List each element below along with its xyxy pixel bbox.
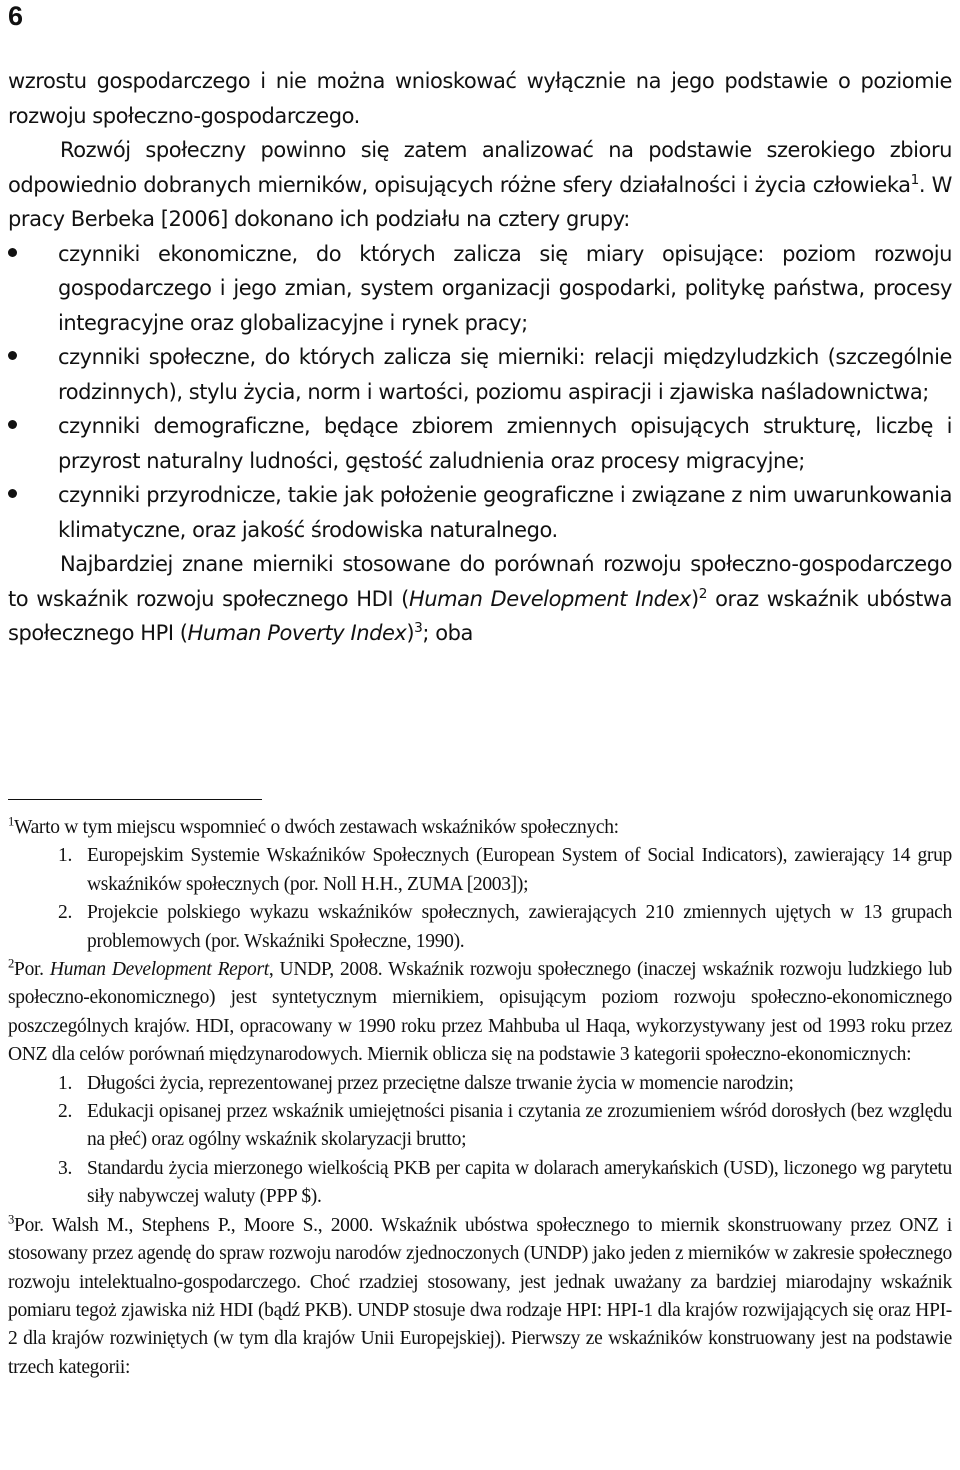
main-text (8, 64, 952, 651)
list-number: 1. (58, 845, 73, 867)
footnote-2-mark: 2 (8, 956, 15, 971)
list-item (8, 1155, 952, 1212)
list-number: 1. (58, 1072, 73, 1094)
bullet-icon (8, 420, 17, 429)
hdi-term: Human Development Index (408, 586, 692, 611)
footnote-ref-1: 1 (910, 171, 919, 188)
footnote-2 (8, 956, 952, 1070)
list-number: 2. (58, 902, 73, 924)
report-title: Human Development Report (49, 959, 269, 981)
bullet-icon (8, 248, 17, 257)
bullet-icon (8, 351, 17, 360)
list-item-text: czynniki społeczne, do których zalicza się mierniki: relacji międzyludzkich (szczególnie rodzinnych), stylu życia, norm i wartości, poziomu aspiracji i zjawiska naśladownictwa; (58, 345, 952, 404)
factor-list (8, 237, 952, 548)
paragraph-3-text-b: ) (691, 586, 699, 611)
list-item-text: czynniki przyrodnicze, takie jak położenie geograficzne i związane z nim uwarunkowania klimatyczne, oraz jakość środowiska naturalnego. (58, 483, 952, 542)
paragraph-3 (8, 547, 952, 651)
list-number: 3. (58, 1157, 73, 1179)
footnote-ref-3: 3 (414, 620, 423, 636)
footnote-2-list (8, 1070, 952, 1212)
list-number: 2. (58, 1101, 73, 1123)
page-number: 6 (8, 1, 24, 31)
list-item (8, 478, 952, 547)
footnote-3-mark: 3 (8, 1212, 15, 1227)
footnotes (8, 814, 952, 1382)
footnote-1-mark: 1 (8, 814, 15, 829)
paragraph-3-text-a: Najbardziej znane mierniki stosowane do porównań rozwoju społeczno-gospodarczego to wskaźnik rozwoju społecznego HDI ( (8, 552, 952, 611)
list-item-text: Projekcie polskiego wykazu wskaźników społecznych, zawierających 210 zmiennych ujętych w 13 grupach problemowych (por. Wskaźniki Społeczne, 1990). (87, 902, 952, 952)
list-item-text: Europejskim Systemie Wskaźników Społecznych (European System of Social Indicators), zawierający 14 grup wskaźników społecznych (por. Noll H.H., ZUMA [2003]); (87, 845, 952, 895)
bullet-icon (8, 489, 17, 498)
list-item (8, 1098, 952, 1155)
list-item-text: Standardu życia mierzonego wielkością PKB per capita w dolarach amerykańskich (USD), liczonego wg parytetu siły nabywczej waluty (PPP $). (87, 1157, 952, 1208)
list-item-text: Długości życia, reprezentowanej przez przeciętne dalsze trwanie życia w momencie narodzin; (87, 1072, 794, 1094)
paragraph-3-text-c: oraz wskaźnik ubóstwa społecznego HPI ( (8, 586, 952, 645)
footnote-1 (8, 814, 952, 842)
list-item (8, 899, 952, 956)
paragraph-1 (8, 64, 952, 133)
list-item (8, 1070, 952, 1098)
list-item-text: czynniki ekonomiczne, do których zalicza się miary opisujące: poziom rozwoju gospodarczego i jego zmian, system organizacji gospodarki, politykę państwa, procesy integracyjne oraz globalizacyjne i rynek pracy; (58, 241, 952, 335)
paragraph-2-text-b: . W pracy Berbeka [2006] dokonano ich podziału na cztery grupy: (8, 172, 952, 231)
paragraph-3-text-e: ; oba (422, 621, 473, 645)
footnote-1-text: Warto w tym miejscu wspomnieć o dwóch zestawach wskaźników społecznych: (14, 817, 619, 838)
footnote-ref-2: 2 (698, 585, 707, 602)
list-item (8, 340, 952, 409)
footnote-3-text: Por. Walsh M., Stephens P., Moore S., 2000. Wskaźnik ubóstwa społecznego to miernik skonstruowany przez ONZ i stosowany przez agendę do spraw rozwoju narodów zjednoczonych (UNDP) jako jeden z mierników w zakresie społecznego rozwoju intelektualno-gospodarczego. Choć rzadziej stosowany, jest jednak uważany za bardziej miarodajny wskaźnik pomiaru tegoż zjawiska niż HDI (bądź PKB). UNDP stosuje dwa rodzaje HPI: HPI-1 dla krajów rozwijających się oraz HPI-2 dla krajów rozwiniętych (w tym dla krajów Unii Europejskiej). Pierwszy ze wskaźników konstruowany jest na podstawie trzech kategorii: (8, 1214, 952, 1378)
footnote-1-list (8, 842, 952, 956)
paragraph-3-text-d: ) (406, 621, 415, 645)
list-item (8, 409, 952, 478)
footnote-2-text-b: , UNDP, 2008. Wskaźnik rozwoju społecznego (inaczej wskaźnik rozwoju ludzkiego lub społeczno-ekonomicznego) jest syntetycznym miernikiem, opisującym poziom rozwoju społeczno-ekonomicznego poszczególnych krajów. HDI, opracowany w 1990 roku przez Mahbuba ul Haqa, wykorzystywany jest od 1993 roku przez ONZ dla celów porównań międzynarodowych. Miernik oblicza się na podstawie 3 kategorii społeczno-ekonomicznych: (8, 959, 952, 1066)
list-item (8, 237, 952, 341)
list-item (8, 842, 952, 899)
list-item-text: Edukacji opisanej przez wskaźnik umiejętności pisania i czytania ze zrozumieniem wśród dorosłych (bez względu na płeć) oraz ogólny wskaźnik skolaryzacji brutto; (87, 1101, 952, 1151)
footnote-2-text-a: Por. (14, 959, 50, 981)
hpi-term: Human Poverty Index (187, 621, 407, 645)
paragraph-2-text-a: Rozwój społeczny powinno się zatem analizować na podstawie szerokiego zbioru odpowiednio dobranych mierników, opisujących różne sfery działalności i życia człowieka (8, 138, 952, 197)
footnote-divider (8, 799, 262, 800)
paragraph-2 (8, 133, 952, 237)
list-item-text: czynniki demograficzne, będące zbiorem zmiennych opisujących strukturę, liczbę i przyrost naturalny ludności, gęstość zaludnienia oraz procesy migracyjne; (58, 414, 952, 473)
paragraph-1-text: wzrostu gospodarczego i nie można wnioskować wyłącznie na jego podstawie o poziomie rozwoju społeczno-gospodarczego. (8, 69, 952, 128)
footnote-3 (8, 1212, 952, 1382)
